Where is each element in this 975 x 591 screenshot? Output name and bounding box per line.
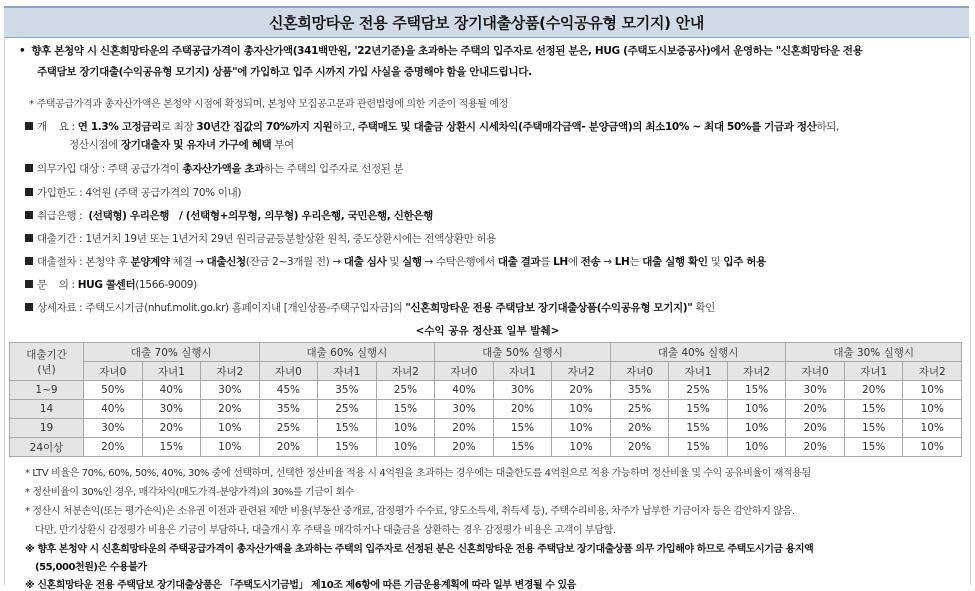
ratio-cell: 10%	[376, 438, 435, 457]
text-run: 체결 →	[169, 256, 207, 268]
warning-1-line-1	[25, 540, 813, 555]
period-header-line-2: (년)	[37, 363, 56, 376]
ratio-cell: 10%	[903, 438, 962, 457]
text-run: LH	[614, 256, 630, 268]
period-header-line-1: 대출기간	[26, 348, 67, 361]
text-run: 하는 주택의 입주자로 선정된 분	[264, 163, 404, 175]
text-run: HUG 콜센터	[77, 279, 136, 291]
ratio-cell: 15%	[669, 438, 728, 457]
ratio-cell: 10%	[552, 419, 611, 438]
text-run: 는	[629, 256, 643, 268]
text-run: 연 1.3% 고정금리	[77, 121, 162, 133]
text-run: 에	[567, 256, 581, 268]
ratio-cell: 30%	[142, 400, 201, 419]
group-header: 대출 50% 실행시	[435, 343, 611, 362]
text-run: 문 의 :	[37, 279, 78, 291]
group-header: 대출 30% 실행시	[786, 343, 962, 362]
text-run: (341백만원, '22년기준)	[292, 45, 405, 57]
obligation-line	[25, 161, 403, 176]
subheader-cell: 자녀2	[376, 362, 435, 381]
warning-1-line-2: (55,000천원)은 수용불가	[35, 562, 147, 573]
procedure-line	[25, 254, 766, 269]
subheader-cell: 자녀1	[318, 362, 377, 381]
ratio-cell: 15%	[727, 381, 786, 400]
table-row	[10, 381, 962, 400]
ratio-cell: 20%	[493, 400, 552, 419]
subheader-cell: 자녀2	[201, 362, 260, 381]
text-run: 입주 허용	[723, 256, 766, 268]
ratio-cell: 10%	[903, 419, 962, 438]
ratio-cell: 25%	[610, 400, 669, 419]
text-run: 및	[386, 256, 403, 268]
reference-mark-icon: ※	[25, 544, 35, 555]
ratio-cell: 25%	[318, 400, 377, 419]
text-run: 대출 결과	[497, 256, 541, 268]
text-run: 상세자료 : 주택도시기금(nhuf.molit.go.kr) 홈페이지내 [개인상품-주택구입자금]의	[37, 302, 406, 314]
title-bar	[4, 6, 969, 38]
group-header: 대출 70% 실행시	[84, 343, 260, 362]
ratio-cell: 15%	[142, 438, 201, 457]
text-run: 로 최장	[161, 121, 197, 133]
text-run: 분양계약	[130, 256, 170, 268]
square-bullet-icon	[25, 211, 33, 219]
footnote-3: * 정산시 처분손익(또는 평가손익)은 소유권 이전과 관련된 제반 비용(부동산 중개료, 감정평가 수수료, 양도소득세, 취득세 등), 주택수리비용, 차주가 납부한 기금이자 등은 감안하지 않음.	[25, 506, 795, 517]
ratio-cell: 20%	[786, 419, 845, 438]
ratio-cell: 15%	[844, 438, 903, 457]
ratio-cell: 40%	[84, 400, 143, 419]
bullet-dot-icon: •	[19, 45, 26, 57]
ratio-cell: 25%	[669, 381, 728, 400]
subheader-cell: 자녀1	[844, 362, 903, 381]
period-cell: 24이상	[10, 438, 84, 457]
ratio-cell: 10%	[201, 438, 260, 457]
ratio-cell: 10%	[552, 438, 611, 457]
intro-line-1	[19, 43, 863, 58]
overview-label: 개 요 :	[37, 121, 75, 133]
group-header: 대출 40% 실행시	[610, 343, 786, 362]
ratio-cell: 35%	[318, 381, 377, 400]
table-caption: <수익 공유 정산표 일부 발췌>	[415, 325, 560, 337]
square-bullet-icon	[25, 234, 33, 242]
ratio-cell: 35%	[610, 381, 669, 400]
text-run: (선택형) 우리은행 / (선택형+의무형, 의무형) 우리은행, 국민은행, 신한은행	[88, 210, 433, 222]
ratio-cell: 20%	[844, 381, 903, 400]
table-row	[10, 438, 962, 457]
text-run: 를	[540, 256, 554, 268]
text-run: 하고,	[332, 121, 359, 133]
footnote-1: * LTV 비율은 70%, 60%, 50%, 40%, 30% 중에 선택하며, 선택한 정산비율 적용 시 4억원을 초과하는 경우에는 대출한도를 4억원으로 적용 가능하며 정산비율 및 수익 공유비율이 재적용됨	[25, 468, 811, 479]
period-line	[25, 231, 496, 246]
square-bullet-icon	[25, 188, 33, 196]
ratio-cell: 20%	[610, 419, 669, 438]
page-title: 신혼희망타운 전용 주택담보 장기대출상품(수익공유형 모기지) 안내	[268, 14, 705, 32]
subheader-cell: 자녀2	[727, 362, 786, 381]
ratio-cell: 35%	[259, 400, 318, 419]
ratio-cell: 30%	[201, 381, 260, 400]
limit-text: 가입한도 : 4억원 (주택 공급가격의 70% 이내)	[37, 187, 242, 199]
period-column-header	[10, 343, 84, 381]
text-run: (1566-9009)	[135, 279, 197, 291]
footnote-4: 다만, 만기상환시 감정평가 비용은 기금이 부담하나, 대출개시 후 주택을 매각하거나 대출금을 상환하는 경우 감정평가 비용은 고객이 부담함.	[35, 525, 616, 536]
overview-line-2	[69, 137, 294, 152]
ratio-cell: 15%	[318, 419, 377, 438]
ratio-cell: 30%	[786, 381, 845, 400]
subheader-cell: 자녀1	[142, 362, 201, 381]
intro-line-2: 주택담보 장기대출(수익공유형 모기지) 상품"에 가입하고 입주 시까지 가입 사실을 증명해야 함을 안내드립니다.	[37, 66, 532, 78]
text-run: 확인	[692, 302, 715, 314]
ratio-cell: 20%	[435, 419, 494, 438]
text-run: 부여	[271, 139, 294, 151]
banks-runs	[37, 210, 433, 222]
contact-runs	[37, 279, 197, 291]
ratio-cell: 10%	[903, 400, 962, 419]
text-run: 대출 심사	[343, 256, 387, 268]
text-run: 의무가입 대상 : 주택 공급가격이	[37, 163, 183, 175]
ratio-cell: 20%	[84, 438, 143, 457]
ratio-cell: 20%	[552, 381, 611, 400]
ratio-cell: 45%	[259, 381, 318, 400]
content-box	[4, 37, 971, 591]
text-run: 대출신청	[206, 256, 246, 268]
table-group-header-row	[10, 343, 962, 362]
ratio-cell: 20%	[610, 438, 669, 457]
square-bullet-icon	[25, 164, 33, 172]
text-run: 향후 본청약 시 신혼희망타운의 주택공급가격이 총자산가액	[31, 45, 293, 57]
period-cell: 14	[10, 400, 84, 419]
reference-mark-icon: ※	[25, 580, 35, 591]
ratio-cell: 30%	[435, 400, 494, 419]
subheader-cell: 자녀2	[903, 362, 962, 381]
ratio-cell: 20%	[201, 400, 260, 419]
ratio-cell: 15%	[376, 400, 435, 419]
text-run: 대출절차 : 본청약 후	[37, 256, 131, 268]
ratio-cell: 50%	[84, 381, 143, 400]
text-run: 정산시점에	[69, 139, 121, 151]
square-bullet-icon	[25, 257, 33, 265]
ratio-cell: 20%	[259, 438, 318, 457]
warning-1-text: 향후 본청약 시 신혼희망타운의 주택공급가격이 총자산가액을 초과하는 주택의 입주자로 선정된 분은 신혼희망타운 전용 주택담보 장기대출상품 의무 가입해야 하므로 주택도시기금 용지액	[37, 544, 814, 555]
ratio-cell: 20%	[786, 400, 845, 419]
text-run: 장기대출자 및 유자녀 가구에 혜택	[120, 139, 272, 151]
details-runs	[37, 302, 715, 314]
ratio-cell: 40%	[435, 381, 494, 400]
text-run: 대출 실행 확인	[642, 256, 708, 268]
square-bullet-icon	[25, 280, 33, 288]
period-cell: 19	[10, 419, 84, 438]
table-row	[10, 400, 962, 419]
contact-line	[25, 277, 197, 292]
procedure-runs	[37, 256, 766, 268]
ratio-cell: 15%	[844, 419, 903, 438]
ratio-cell: 10%	[903, 381, 962, 400]
ratio-cell: 10%	[727, 438, 786, 457]
ratio-cell: 20%	[142, 419, 201, 438]
ratio-cell: 10%	[552, 400, 611, 419]
subheader-cell: 자녀0	[259, 362, 318, 381]
ratio-cell: 30%	[493, 381, 552, 400]
text-run: 및	[707, 256, 724, 268]
ratio-cell: 10%	[376, 419, 435, 438]
ratio-cell: 10%	[201, 419, 260, 438]
text-run: "신혼희망타운 전용 주택담보 장기대출상품(수익공유형 모기지)"	[405, 302, 693, 314]
subheader-cell: 자녀0	[786, 362, 845, 381]
ratio-cell: 25%	[259, 419, 318, 438]
settlement-table	[9, 342, 962, 457]
details-line	[25, 300, 715, 315]
ratio-cell: 15%	[669, 419, 728, 438]
ratio-cell: 20%	[435, 438, 494, 457]
table-body	[10, 381, 962, 457]
subheader-cell: 자녀2	[552, 362, 611, 381]
ratio-cell: 10%	[727, 419, 786, 438]
text-run: 30년간 집값의 70%까지 지원	[196, 121, 333, 133]
ratio-cell: 15%	[493, 419, 552, 438]
intro-runs-1	[31, 45, 862, 57]
text-run: 전송	[580, 256, 601, 268]
limit-line	[25, 185, 241, 200]
banks-line	[25, 208, 433, 223]
ratio-cell: 25%	[376, 381, 435, 400]
ratio-cell: 15%	[844, 400, 903, 419]
ratio-cell: 20%	[786, 438, 845, 457]
ratio-cell: 40%	[142, 381, 201, 400]
group-header: 대출 60% 실행시	[259, 343, 435, 362]
text-run: (잔금 2~3개월 전) →	[245, 256, 344, 268]
ratio-cell: 10%	[727, 400, 786, 419]
text-run: → 수탁은행에서	[421, 256, 498, 268]
text-run: 주택매도 및 대출금 상환시 시세차익(주택매각금액- 분양금액)의 최소10% ~ 최대 50%를 기금과 정산	[358, 121, 817, 133]
text-run: 실행	[402, 256, 422, 268]
text-run: →	[600, 256, 615, 268]
ratio-cell: 15%	[669, 400, 728, 419]
text-run: 을 초과하는 주택의 입주자로 선정된 분은, HUG (주택도시보증공사)에서 운영하는 "신혼희망타운 전용	[404, 45, 863, 57]
ratio-cell: 30%	[84, 419, 143, 438]
table-subheader-row	[10, 362, 962, 381]
subheader-cell: 자녀0	[84, 362, 143, 381]
overview-line-1	[25, 119, 839, 134]
ratio-cell: 15%	[493, 438, 552, 457]
obligation-runs	[37, 163, 403, 175]
footnote-2: * 정산비율이 30%인 경우, 매각차익(매도가격-분양가격)의 30%를 기금이 회수	[25, 487, 355, 498]
subheader-cell: 자녀1	[493, 362, 552, 381]
period-text: 대출기간 : 1년거치 19년 또는 1년거치 29년 원리금균등분할상환 원칙, 중도상환시에는 전액상환만 허용	[37, 233, 496, 245]
subheader-cell: 자녀0	[435, 362, 494, 381]
ratio-cell: 15%	[318, 438, 377, 457]
subheader-cell: 자녀0	[610, 362, 669, 381]
warning-2-text: 신혼희망타운 전용 주택담보 장기대출상품은 「주택도시기금법」 제10조 제6항에 따른 기금운용계획에 따라 일부 변경될 수 있음	[37, 580, 576, 591]
text-run: 취급은행 :	[37, 210, 89, 222]
asterisk-note: * 주택공급가격과 총자산가액은 본청약 시점에 확정되며, 본청약 모집공고문과 관련법령에 의한 기준이 적용될 예정	[29, 99, 508, 110]
text-run: 하되,	[816, 121, 840, 133]
text-run: 총자산가액을 초과	[182, 163, 265, 175]
subheader-cell: 자녀1	[669, 362, 728, 381]
period-cell: 1~9	[10, 381, 84, 400]
square-bullet-icon	[25, 303, 33, 311]
text-run: LH	[553, 256, 568, 268]
overview-runs-1	[78, 121, 839, 133]
table-row	[10, 419, 962, 438]
warning-2-line	[25, 576, 576, 591]
square-bullet-icon	[25, 122, 33, 130]
